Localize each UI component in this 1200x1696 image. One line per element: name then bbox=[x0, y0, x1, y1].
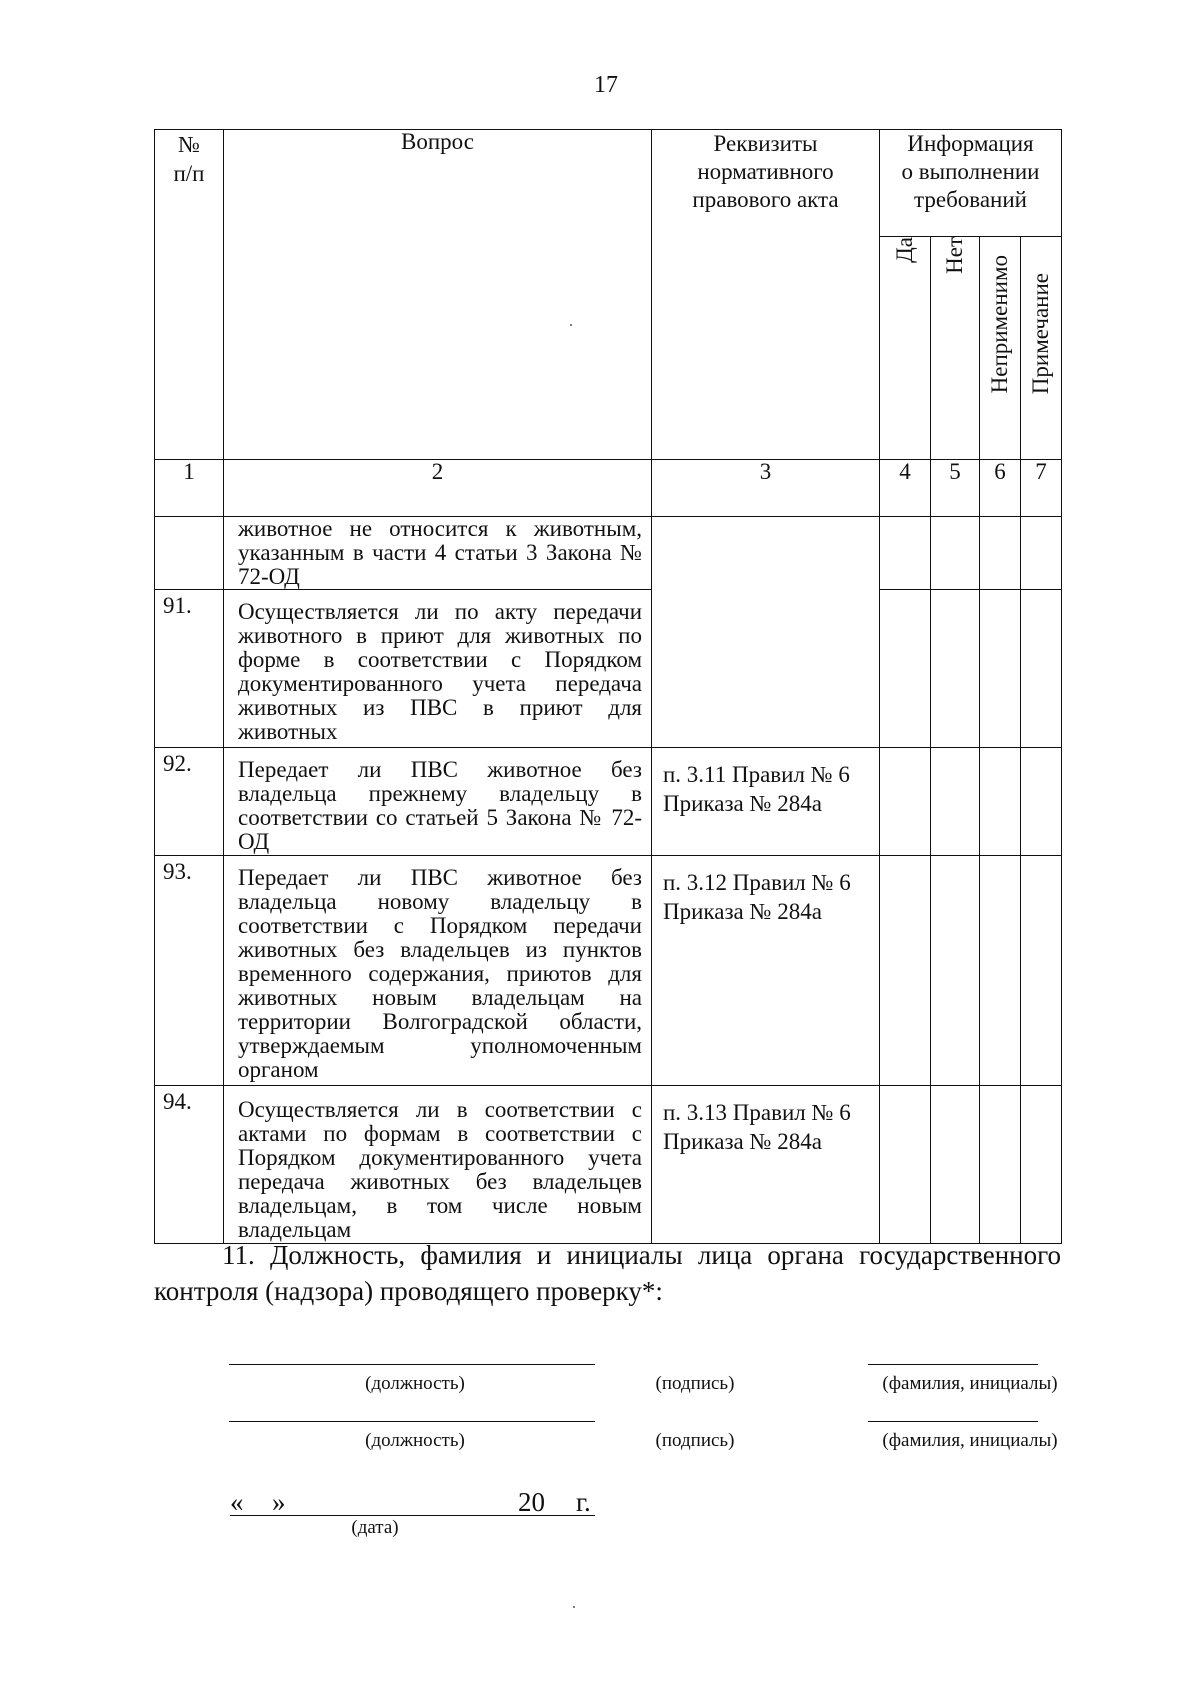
not-applicable-cell bbox=[980, 517, 1021, 590]
no-cell bbox=[931, 856, 980, 1086]
column-number: 2 bbox=[224, 460, 652, 517]
checklist-table bbox=[154, 129, 1062, 1244]
name-label: (фамилия, инициалы) bbox=[882, 1430, 1058, 1451]
reference-cell bbox=[652, 517, 880, 748]
column-number: 5 bbox=[931, 460, 980, 517]
signature-label: (подпись) bbox=[655, 1430, 735, 1451]
table-row bbox=[155, 748, 1062, 856]
yes-cell bbox=[880, 1086, 931, 1244]
no-cell bbox=[931, 517, 980, 590]
date-open-quote: « bbox=[230, 1487, 244, 1517]
question-cell: животное не относится к животным, указанным в части 4 статьи 3 Закона № 72-ОД bbox=[224, 517, 652, 590]
date-year-suffix: г. bbox=[576, 1487, 591, 1517]
header-requisites: Реквизиты нормативного правового акта bbox=[652, 130, 880, 460]
date-close-quote: » bbox=[272, 1487, 286, 1517]
row-number: 93. bbox=[155, 856, 224, 1086]
table-row bbox=[155, 590, 1062, 748]
date-line bbox=[230, 1515, 595, 1516]
column-number: 3 bbox=[652, 460, 880, 517]
question-cell: Осуществляется ли по акту передачи животного в приют для животных по форме в соответствии с Порядком документированного учета передача животных из ПВС в приют для животных bbox=[224, 590, 652, 748]
header-question: Вопрос bbox=[224, 130, 652, 460]
header-no: Нет bbox=[931, 237, 980, 460]
header-number: № п/п bbox=[155, 130, 224, 460]
yes-cell bbox=[880, 748, 931, 856]
question-cell: Передает ли ПВС животное без владельца прежнему владельцу в соответствии со статьей 5 Закона № 72-ОД bbox=[224, 748, 652, 856]
reference-cell: п. 3.11 Правил № 6 Приказа № 284а bbox=[652, 748, 880, 856]
yes-cell bbox=[880, 517, 931, 590]
signature-label: (подпись) bbox=[655, 1373, 735, 1394]
note-cell bbox=[1021, 856, 1062, 1086]
header-yes: Да bbox=[880, 237, 931, 460]
column-number: 7 bbox=[1021, 460, 1062, 517]
column-numbers-row bbox=[155, 460, 1062, 517]
reference-cell: п. 3.13 Правил № 6 Приказа № 284а bbox=[652, 1086, 880, 1244]
reference-cell: п. 3.12 Правил № 6 Приказа № 284а bbox=[652, 856, 880, 1086]
note-cell bbox=[1021, 748, 1062, 856]
name-line bbox=[868, 1421, 1038, 1422]
column-number: 6 bbox=[980, 460, 1021, 517]
row-number: 91. bbox=[155, 590, 224, 748]
column-number: 1 bbox=[155, 460, 224, 517]
not-applicable-cell bbox=[980, 856, 1021, 1086]
row-number-cell bbox=[155, 517, 224, 590]
column-number: 4 bbox=[880, 460, 931, 517]
name-line bbox=[868, 1364, 1038, 1365]
yes-cell bbox=[880, 590, 931, 748]
date-field bbox=[230, 1487, 595, 1517]
header-not-applicable: Неприменимо bbox=[980, 237, 1021, 460]
note-cell bbox=[1021, 517, 1062, 590]
table-row bbox=[155, 517, 1062, 590]
note-cell bbox=[1021, 1086, 1062, 1244]
section-11-heading: 11. Должность, фамилия и инициалы лица органа государственного контроля (надзора) проводящего проверку*: bbox=[154, 1240, 1061, 1306]
date-year-prefix: 20 bbox=[518, 1487, 545, 1517]
row-number: 94. bbox=[155, 1086, 224, 1244]
position-line bbox=[229, 1421, 595, 1422]
question-cell: Осуществляется ли в соответствии с актами по формам в соответствии с Порядком документированного учета передача животных без владельцев владельцам, в том числе новым владельцам bbox=[224, 1086, 652, 1244]
date-label: (дата) bbox=[351, 1517, 399, 1538]
table-row bbox=[155, 1086, 1062, 1244]
not-applicable-cell bbox=[980, 590, 1021, 748]
scan-speck bbox=[570, 324, 572, 326]
position-label: (должность) bbox=[365, 1430, 465, 1451]
no-cell bbox=[931, 748, 980, 856]
position-line bbox=[229, 1364, 595, 1365]
no-cell bbox=[931, 590, 980, 748]
note-cell bbox=[1021, 590, 1062, 748]
page-number: 17 bbox=[594, 72, 618, 98]
row-number: 92. bbox=[155, 748, 224, 856]
scan-speck bbox=[573, 1606, 575, 1608]
header-note: Примечание bbox=[1021, 237, 1062, 460]
no-cell bbox=[931, 1086, 980, 1244]
position-label: (должность) bbox=[365, 1373, 465, 1394]
name-label: (фамилия, инициалы) bbox=[882, 1373, 1058, 1394]
not-applicable-cell bbox=[980, 1086, 1021, 1244]
table-row bbox=[155, 856, 1062, 1086]
not-applicable-cell bbox=[980, 748, 1021, 856]
yes-cell bbox=[880, 856, 931, 1086]
question-cell: Передает ли ПВС животное без владельца новому владельцу в соответствии с Порядком передачи животных без владельцев из пунктов временного содержания, приютов для животных новым владельцам на территории Волгоградской области, утверждаемым уполномоченным органом bbox=[224, 856, 652, 1086]
header-compliance-info: Информация о выполнении требований bbox=[880, 130, 1062, 237]
